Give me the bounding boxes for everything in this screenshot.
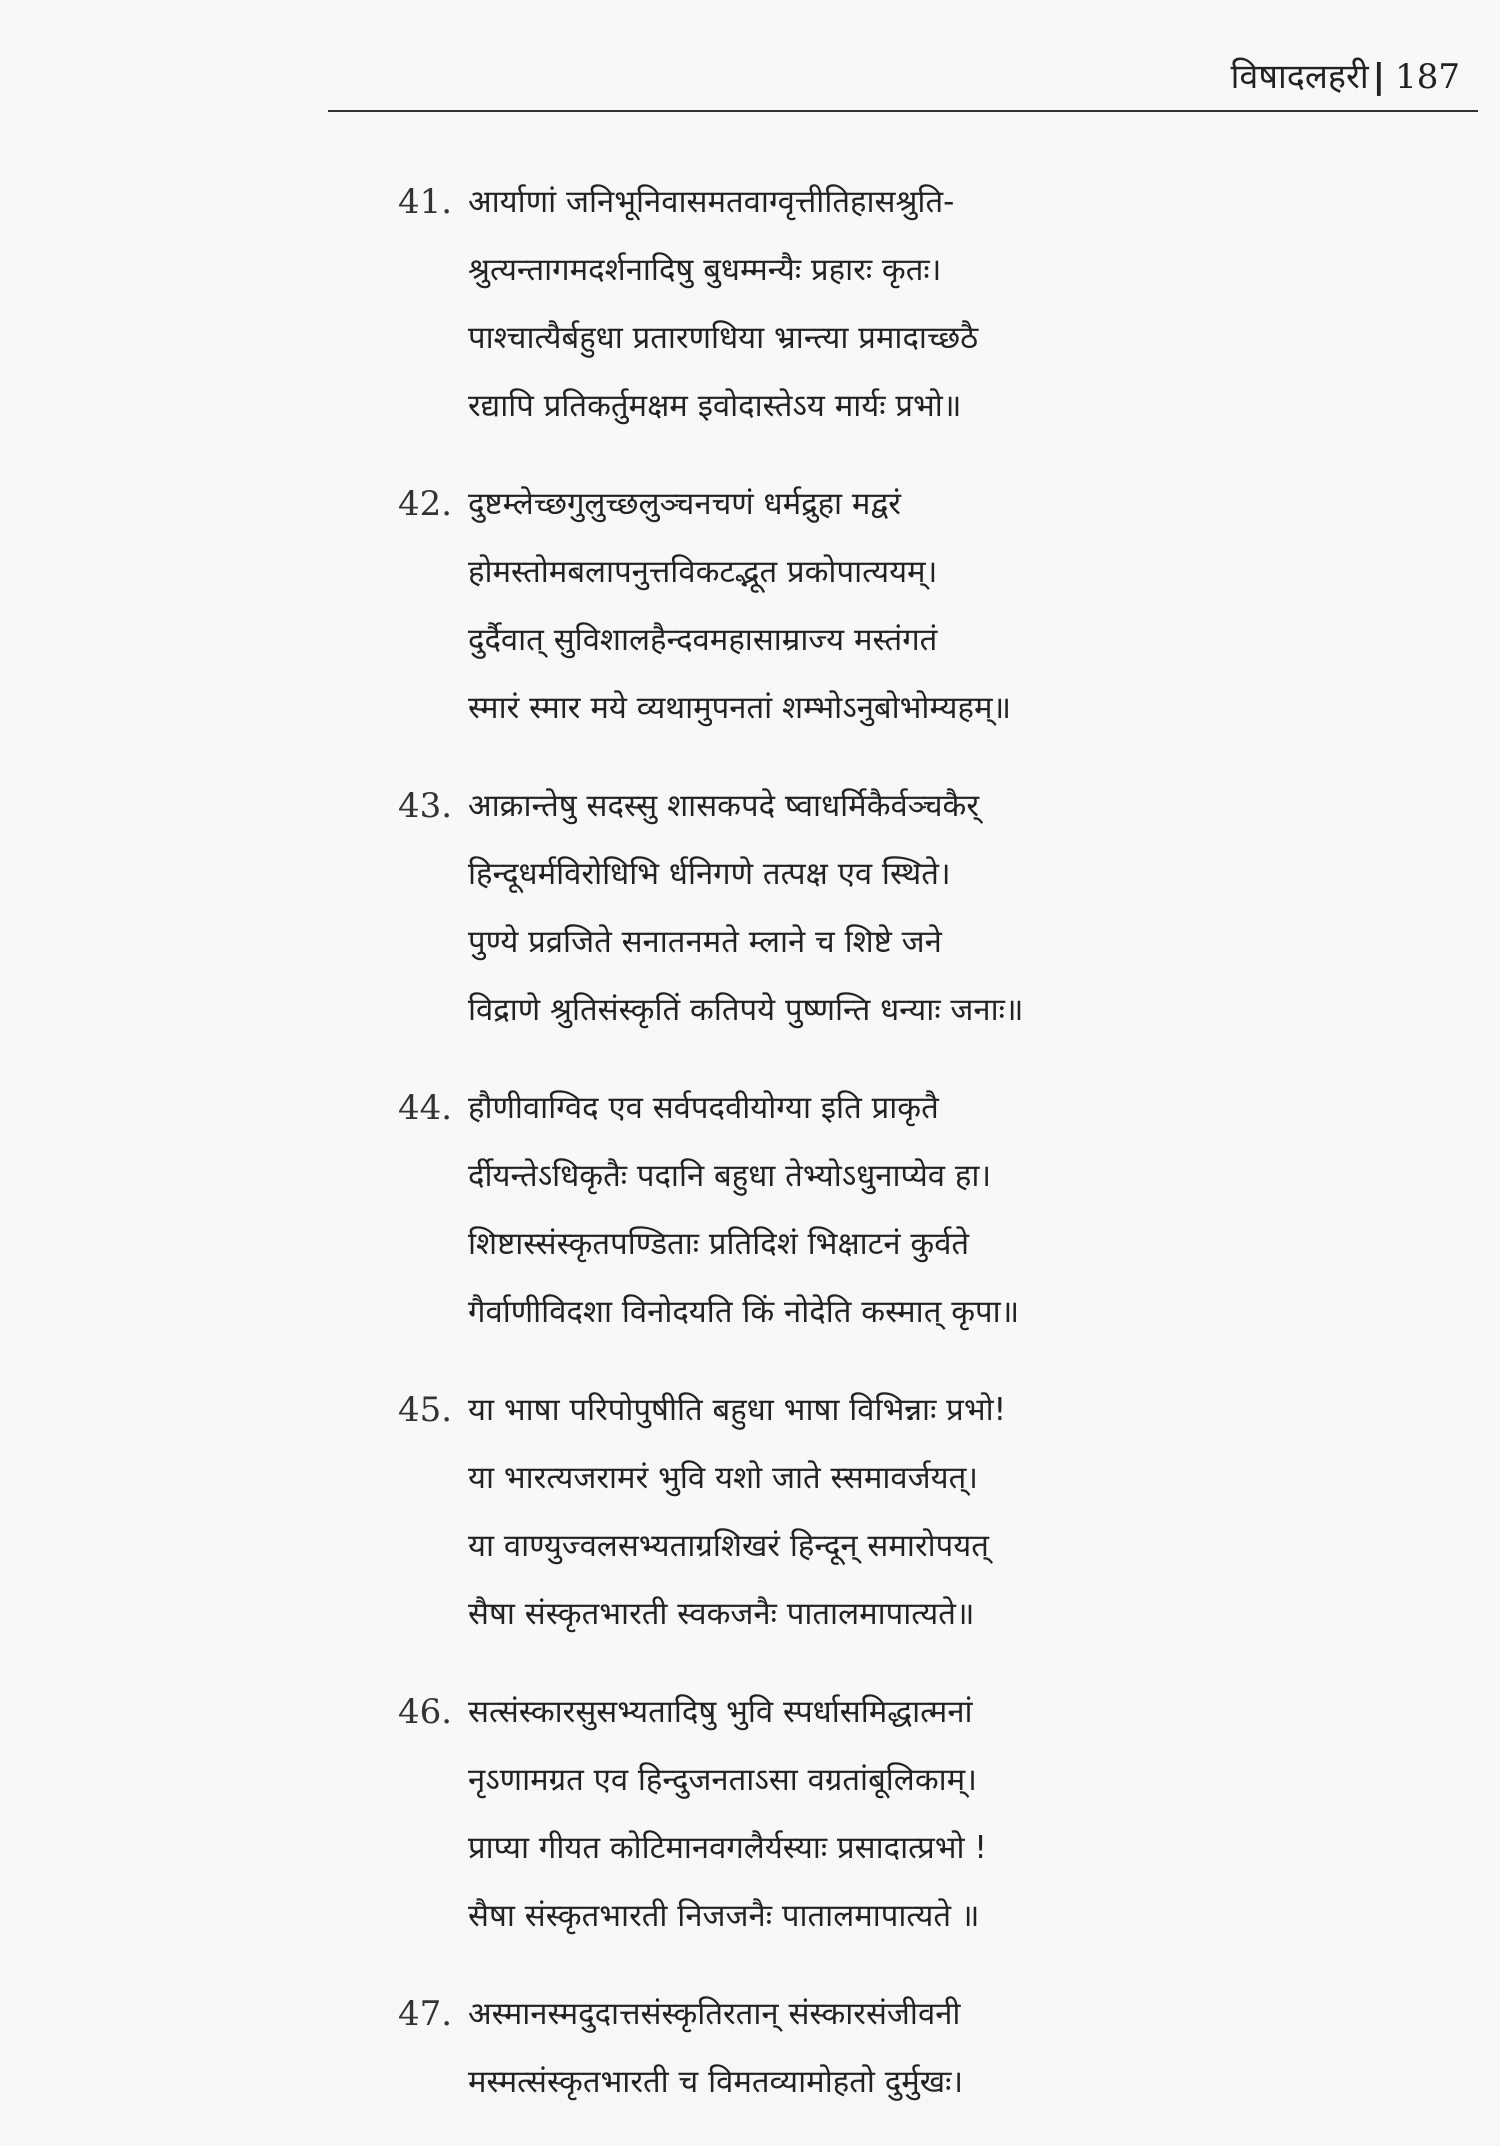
verse-line: श्रुत्यन्तागमदर्शनादिषु बुधम्मन्यैः प्रहारः कृतः। [468, 252, 942, 288]
verse-number: 45. [398, 1390, 453, 1430]
verse-line: र्दीयन्तेऽधिकृतैः पदानि बहुधा तेभ्योऽधुनाप्येव हा। [468, 1158, 992, 1194]
verse-number: 42. [398, 484, 453, 524]
verse-line: मस्मत्संस्कृतभारती च विमतव्यामोहतो दुर्मुखः। [468, 2064, 964, 2100]
verse-number: 47. [398, 1994, 453, 2034]
header-separator: | [1372, 57, 1386, 97]
verse-line: सत्संस्कारसुसभ्यतादिषु भुवि स्पर्धासमिद्धात्मनां [468, 1694, 973, 1730]
verse-line: आर्याणां जनिभूनिवासमतवाग्वृत्तीतिहासश्रुति- [468, 184, 955, 220]
verse-list [398, 168, 1458, 2146]
verse-line: विद्राणे श्रुतिसंस्कृतिं कतिपये पुष्णन्ति धन्याः जनाः॥ [468, 992, 1024, 1028]
verse-41 [398, 168, 1458, 440]
verse-number: 44. [398, 1088, 453, 1128]
verse-line: दुर्दैवात् सुविशालहैन्दवमहासाम्राज्य मस्तंगतं [468, 622, 938, 658]
verse-line: प्राप्या गीयत कोटिमानवगलैर्यस्याः प्रसादात्प्रभो ! [468, 1830, 987, 1866]
verse-line: रद्यापि प्रतिकर्तुमक्षम इवोदास्तेऽय मार्यः प्रभो॥ [468, 388, 962, 424]
verse-47 [398, 1980, 1458, 2116]
verse-lines [468, 470, 1458, 742]
verse-line: स्मारं स्मार मये व्यथामुपनतां शम्भोऽनुबोभोम्यहम्॥ [468, 690, 1012, 726]
verse-line: सैषा संस्कृतभारती निजजनैः पातालमापात्यते ॥ [468, 1898, 980, 1934]
verse-line: नृऽणामग्रत एव हिन्दुजनताऽसा वग्रतांबूलिकाम्। [468, 1762, 977, 1798]
verse-45 [398, 1376, 1458, 1648]
verse-line: सैषा संस्कृतभारती स्वकजनैः पातालमापात्यते॥ [468, 1596, 975, 1632]
verse-lines [468, 1980, 1458, 2116]
verse-line: दुष्टम्लेच्छगुलुच्छलुञ्चनचणं धर्मद्रुहा मद्वरं [468, 486, 901, 522]
verse-number: 41. [398, 182, 453, 222]
verse-lines [468, 772, 1458, 1044]
verse-lines [468, 1376, 1458, 1648]
verse-lines [468, 1074, 1458, 1346]
verse-line: हौणीवाग्विद एव सर्वपदवीयोग्या इति प्राकृतै [468, 1090, 939, 1126]
verse-number: 43. [398, 786, 453, 826]
header-rule [328, 110, 1478, 112]
verse-number: 46. [398, 1692, 453, 1732]
verse-line: पुण्ये प्रव्रजिते सनातनमते म्लाने च शिष्टे जने [468, 924, 942, 960]
verse-line: आक्रान्तेषु सदस्सु शासकपदे ष्वाधर्मिकैर्वञ्चकैर् [468, 788, 980, 824]
verse-line: या भाषा परिपोपुषीति बहुधा भाषा विभिन्नाः प्रभो! [468, 1392, 1007, 1428]
verse-line: हिन्दूधर्मविरोधिभि र्धनिगणे तत्पक्ष एव स्थिते। [468, 856, 951, 892]
verse-43 [398, 772, 1458, 1044]
verse-44 [398, 1074, 1458, 1346]
verse-lines [468, 168, 1458, 440]
verse-line: होमस्तोमबलापनुत्तविकटद्भूत प्रकोपात्ययम्। [468, 554, 938, 590]
page-number: 187 [1395, 57, 1460, 97]
verse-lines [468, 1678, 1458, 1950]
verse-line: शिष्टास्संस्कृतपण्डिताः प्रतिदिशं भिक्षाटनं कुर्वते [468, 1226, 970, 1262]
verse-line: पाश्चात्यैर्बहुधा प्रतारणधिया भ्रान्त्या प्रमादाच्छठै [468, 320, 979, 356]
verse-46 [398, 1678, 1458, 1950]
verse-line: या वाण्युज्वलसभ्यताग्रशिखरं हिन्दून् समारोपयत् [468, 1528, 989, 1564]
verse-42 [398, 470, 1458, 742]
running-title: विषादलहरी [1230, 57, 1369, 97]
verse-line: गैर्वाणीविदशा विनोदयति किं नोदेति कस्मात् कृपा॥ [468, 1294, 1020, 1330]
verse-line: अस्मानस्मदुदात्तसंस्कृतिरतान् संस्कारसंजीवनी [468, 1996, 961, 2032]
verse-line: या भारत्यजरामरं भुवि यशो जाते स्समावर्जयत्। [468, 1460, 979, 1496]
running-head [1231, 52, 1460, 98]
